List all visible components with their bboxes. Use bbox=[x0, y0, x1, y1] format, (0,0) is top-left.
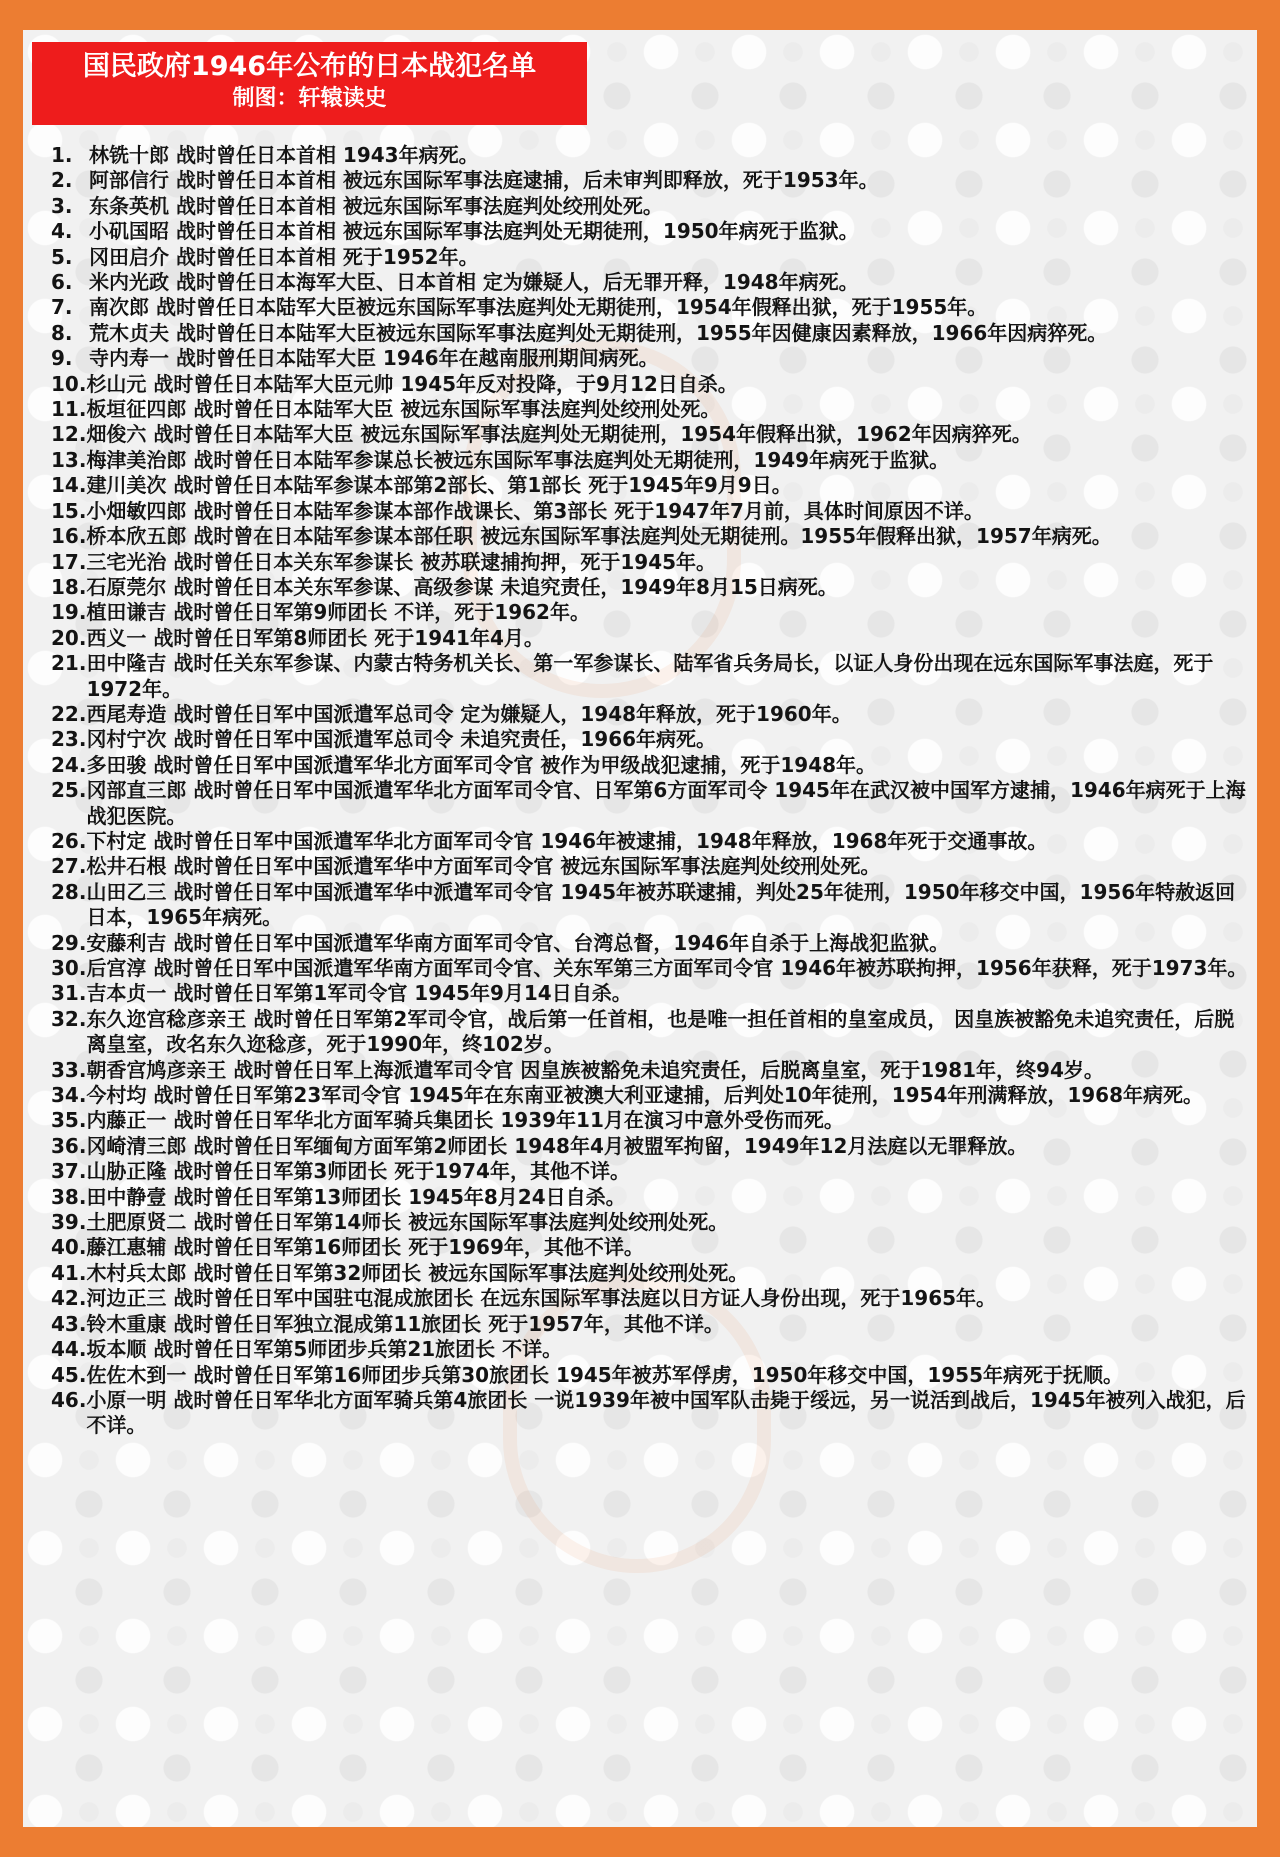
item-number: 4. bbox=[51, 219, 73, 244]
title-banner bbox=[32, 42, 587, 125]
page-subtitle: 制图：轩辕读史 bbox=[232, 86, 387, 111]
item-text: 河边正三 战时曾任日军中国驻屯混成旅团长 在远东国际军事法庭以日方证人身份出现，死于1965年。 bbox=[86, 1286, 997, 1311]
item-text: 东条英机 战时曾任日本首相 被远东国际军事法庭判处绞刑处死。 bbox=[89, 193, 663, 218]
item-number: 29. bbox=[51, 930, 87, 955]
item-number: 7. bbox=[51, 295, 73, 320]
item-number: 28. bbox=[51, 879, 87, 904]
list-item bbox=[51, 1261, 1251, 1286]
item-text: 冈田启介 战时曾任日本首相 死于1952年。 bbox=[89, 244, 479, 269]
list-item bbox=[51, 550, 1251, 575]
item-number: 8. bbox=[51, 320, 73, 345]
item-number: 38. bbox=[51, 1184, 87, 1209]
list-item bbox=[51, 295, 1251, 320]
item-number: 9. bbox=[51, 346, 73, 371]
item-number: 20. bbox=[51, 625, 87, 650]
item-number: 36. bbox=[51, 1133, 87, 1158]
item-number: 41. bbox=[51, 1260, 87, 1285]
item-number: 46. bbox=[51, 1387, 87, 1412]
item-text: 田中静壹 战时曾任日军第13师团长 1945年8月24日自杀。 bbox=[86, 1184, 626, 1209]
list-item bbox=[51, 575, 1251, 600]
list-item bbox=[51, 372, 1251, 397]
item-text: 佐佐木到一 战时曾任日军第16师团步兵第30旅团长 1945年被苏军俘虏，1950年移交中国，1955年病死于抚顺。 bbox=[86, 1362, 1124, 1387]
list-item bbox=[51, 600, 1251, 625]
item-text: 南次郎 战时曾任日本陆军大臣被远东国际军事法庭判处无期徒刑，1954年假释出狱，死于1955年。 bbox=[89, 295, 988, 320]
item-text: 石原莞尔 战时曾任日本关东军参谋、高级参谋 未追究责任，1949年8月15日病死。 bbox=[86, 574, 838, 599]
item-number: 40. bbox=[51, 1235, 87, 1260]
item-number: 42. bbox=[51, 1286, 87, 1311]
list-item bbox=[51, 1286, 1251, 1311]
list-item bbox=[51, 1363, 1251, 1388]
item-text: 下村定 战时曾任日军中国派遣军华北方面军司令官 1946年被逮捕，1948年释放，1968年死于交通事故。 bbox=[86, 828, 1048, 853]
item-number: 15. bbox=[51, 498, 87, 523]
item-number: 5. bbox=[51, 244, 73, 269]
item-text: 山胁正隆 战时曾任日军第3师团长 死于1974年，其他不详。 bbox=[86, 1159, 630, 1184]
item-number: 1. bbox=[51, 143, 73, 167]
list-item bbox=[51, 245, 1251, 270]
list-item bbox=[51, 422, 1251, 447]
item-text: 木村兵太郎 战时曾任日军第32师团长 被远东国际军事法庭判处绞刑处死。 bbox=[86, 1260, 749, 1285]
list-item bbox=[51, 270, 1251, 295]
list-item bbox=[51, 956, 1251, 981]
list-item bbox=[51, 1210, 1251, 1235]
item-text: 土肥原贤二 战时曾任日军第14师长 被远东国际军事法庭判处绞刑处死。 bbox=[86, 1210, 729, 1235]
item-text: 冈部直三郎 战时曾任日军中国派遣军华北方面军司令官、日军第6方面军司令 1945年在武汉被中国军方逮捕，1946年病死于上海战犯医院。 bbox=[86, 778, 1246, 828]
item-number: 19. bbox=[51, 600, 87, 625]
list-item bbox=[51, 499, 1251, 524]
item-text: 田中隆吉 战时任关东军参谋、内蒙古特务机关长、第一军参谋长、陆军省兵务局长，以证人身份出现在远东国际军事法庭，死于1972年。 bbox=[86, 651, 1214, 701]
item-number: 6. bbox=[51, 270, 73, 295]
item-number: 14. bbox=[51, 473, 87, 498]
list-item bbox=[51, 931, 1251, 956]
list-item bbox=[51, 854, 1251, 879]
list-item bbox=[51, 448, 1251, 473]
item-text: 松井石根 战时曾任日军中国派遣军华中方面军司令官 被远东国际军事法庭判处绞刑处死。 bbox=[86, 854, 881, 879]
item-number: 30. bbox=[51, 956, 87, 980]
item-number: 11. bbox=[51, 397, 87, 422]
list-item bbox=[51, 880, 1251, 931]
item-text: 桥本欣五郎 战时曾在日本陆军参谋本部任职 被远东国际军事法庭判处无期徒刑。1955年假释出狱，1957年病死。 bbox=[86, 524, 1112, 549]
list-item bbox=[51, 651, 1251, 702]
list-item bbox=[51, 1235, 1251, 1260]
item-number: 39. bbox=[51, 1210, 87, 1235]
item-text: 西义一 战时曾任日军第8师团长 死于1941年4月。 bbox=[86, 625, 544, 650]
item-number: 44. bbox=[51, 1337, 87, 1362]
item-text: 冈村宁次 战时曾任日军中国派遣军总司令 未追究责任，1966年病死。 bbox=[86, 727, 717, 752]
item-number: 18. bbox=[51, 574, 87, 599]
item-number: 13. bbox=[51, 447, 87, 472]
item-text: 米内光政 战时曾任日本海军大臣、日本首相 定为嫌疑人，后无罪开释，1948年病死。 bbox=[89, 270, 859, 295]
list-item bbox=[51, 1007, 1251, 1058]
item-text: 荒木贞夫 战时曾任日本陆军大臣被远东国际军事法庭判处无期徒刑，1955年因健康因素释放，1966年因病猝死。 bbox=[89, 320, 1108, 345]
poster-panel bbox=[23, 30, 1257, 1827]
list-item bbox=[51, 1185, 1251, 1210]
item-number: 22. bbox=[51, 701, 87, 726]
list-item bbox=[51, 194, 1251, 219]
list-item bbox=[51, 753, 1251, 778]
item-number: 12. bbox=[51, 422, 87, 447]
item-text: 藤江惠辅 战时曾任日军第16师团长 死于1969年，其他不详。 bbox=[86, 1235, 644, 1260]
list-item bbox=[51, 1134, 1251, 1159]
item-number: 26. bbox=[51, 828, 87, 853]
item-text: 多田骏 战时曾任日军中国派遣军华北方面军司令官 被作为甲级战犯逮捕，死于1948年。 bbox=[86, 752, 877, 777]
item-number: 23. bbox=[51, 727, 87, 752]
item-text: 小畑敏四郎 战时曾任日本陆军参谋本部作战课长、第3部长 死于1947年7月前，具体时间原因不详。 bbox=[86, 498, 984, 523]
item-number: 37. bbox=[51, 1159, 87, 1184]
item-text: 朝香宫鸠彦亲王 战时曾任日军上海派遣军司令官 因皇族被豁免未追究责任，后脱离皇室，死于1981年，终94岁。 bbox=[86, 1057, 1104, 1082]
item-number: 3. bbox=[51, 193, 73, 218]
item-text: 内藤正一 战时曾任日军华北方面军骑兵集团长 1939年11月在演习中意外受伤而死。 bbox=[86, 1108, 844, 1133]
item-text: 板垣征四郎 战时曾任日本陆军大臣 被远东国际军事法庭判处绞刑处死。 bbox=[86, 397, 721, 422]
item-text: 吉本贞一 战时曾任日军第1军司令官 1945年9月14日自杀。 bbox=[86, 981, 632, 1006]
item-text: 寺内寿一 战时曾任日本陆军大臣 1946年在越南服刑期间病死。 bbox=[89, 346, 659, 371]
item-number: 43. bbox=[51, 1311, 87, 1336]
item-text: 铃木重康 战时曾任日军独立混成第11旅团长 死于1957年，其他不详。 bbox=[86, 1311, 724, 1336]
item-text: 坂本顺 战时曾任日军第5师团步兵第21旅团长 不详。 bbox=[86, 1337, 563, 1362]
item-number: 16. bbox=[51, 524, 87, 549]
item-text: 小矶国昭 战时曾任日本首相 被远东国际军事法庭判处无期徒刑，1950年病死于监狱。 bbox=[89, 219, 859, 244]
list-item bbox=[51, 321, 1251, 346]
item-text: 植田谦吉 战时曾任日军第9师团长 不详，死于1962年。 bbox=[86, 600, 590, 625]
list-item bbox=[51, 1388, 1251, 1439]
item-number: 24. bbox=[51, 752, 87, 777]
list-item bbox=[51, 1108, 1251, 1133]
item-text: 冈崎清三郎 战时曾任日军缅甸方面军第2师团长 1948年4月被盟军拘留，1949年12月法庭以无罪释放。 bbox=[86, 1133, 1028, 1158]
list-item bbox=[51, 626, 1251, 651]
item-text: 畑俊六 战时曾任日本陆军大臣 被远东国际军事法庭判处无期徒刑，1954年假释出狱，1962年因病猝死。 bbox=[86, 422, 1032, 447]
item-text: 三宅光治 战时曾任日本关东军参谋长 被苏联逮捕拘押，死于1945年。 bbox=[86, 549, 717, 574]
item-number: 25. bbox=[51, 778, 87, 803]
item-text: 安藤利吉 战时曾任日军中国派遣军华南方面军司令官、台湾总督，1946年自杀于上海战犯监狱。 bbox=[86, 930, 950, 955]
list-item bbox=[51, 143, 1251, 168]
list-item bbox=[51, 981, 1251, 1006]
item-text: 梅津美治郎 战时曾任日本陆军参谋总长被远东国际军事法庭判处无期徒刑，1949年病死于监狱。 bbox=[86, 447, 950, 472]
list-item bbox=[51, 168, 1251, 193]
item-text: 东久迩宫稔彦亲王 战时曾任日军第2军司令官，战后第一任首相，也是唯一担任首相的皇室成员， 因皇族被豁免未追究责任，后脱离皇室，改名东久迩稔彦，死于1990年，终102岁。 bbox=[86, 1006, 1235, 1057]
list-item bbox=[51, 346, 1251, 371]
list-item bbox=[51, 1159, 1251, 1184]
item-number: 17. bbox=[51, 549, 87, 574]
list-item bbox=[51, 727, 1251, 752]
item-number: 21. bbox=[51, 651, 87, 676]
list-item bbox=[51, 473, 1251, 498]
item-number: 10. bbox=[51, 371, 87, 396]
item-text: 后宫淳 战时曾任日军中国派遣军华南方面军司令官、关东军第三方面军司令官 1946年被苏联拘押，1956年获释，死于1973年。 bbox=[86, 956, 1248, 980]
item-number: 35. bbox=[51, 1108, 87, 1133]
list-item bbox=[51, 1083, 1251, 1108]
item-text: 小原一明 战时曾任日军华北方面军骑兵第4旅团长 一说1939年被中国军队击毙于绥远，另一说活到战后，1945年被列入战犯，后不详。 bbox=[86, 1387, 1246, 1438]
list-item bbox=[51, 524, 1251, 549]
list-item bbox=[51, 1058, 1251, 1083]
item-text: 阿部信行 战时曾任日本首相 被远东国际军事法庭逮捕，后未审判即释放，死于1953年。 bbox=[89, 168, 879, 193]
item-number: 31. bbox=[51, 981, 87, 1006]
list-item bbox=[51, 778, 1251, 829]
item-text: 林铣十郎 战时曾任日本首相 1943年病死。 bbox=[89, 143, 479, 167]
item-number: 45. bbox=[51, 1362, 87, 1387]
list-item bbox=[51, 1312, 1251, 1337]
item-number: 32. bbox=[51, 1006, 87, 1031]
list-item bbox=[51, 702, 1251, 727]
item-number: 33. bbox=[51, 1057, 87, 1082]
page-title: 国民政府1946年公布的日本战犯名单 bbox=[82, 51, 537, 82]
list-item bbox=[51, 1337, 1251, 1362]
item-number: 34. bbox=[51, 1083, 87, 1108]
item-number: 2. bbox=[51, 168, 73, 193]
list-item bbox=[51, 397, 1251, 422]
item-text: 今村均 战时曾任日军第23军司令官 1945年在东南亚被澳大利亚逮捕，后判处10年徒刑，1954年刑满释放，1968年病死。 bbox=[86, 1083, 1204, 1108]
war-criminal-list bbox=[51, 143, 1251, 1439]
item-text: 杉山元 战时曾任日本陆军大臣元帅 1945年反对投降，于9月12日自杀。 bbox=[86, 371, 738, 396]
item-text: 西尾寿造 战时曾任日军中国派遣军总司令 定为嫌疑人，1948年释放，死于1960年。 bbox=[86, 701, 852, 726]
item-text: 建川美次 战时曾任日本陆军参谋本部第2部长、第1部长 死于1945年9月9日。 bbox=[86, 473, 792, 498]
item-text: 山田乙三 战时曾任日军中国派遣军华中派遣军司令官 1945年被苏联逮捕，判处25年徒刑，1950年移交中国，1956年特赦返回日本，1965年病死。 bbox=[86, 879, 1236, 930]
list-item bbox=[51, 829, 1251, 854]
list-item bbox=[51, 219, 1251, 244]
item-number: 27. bbox=[51, 854, 87, 879]
